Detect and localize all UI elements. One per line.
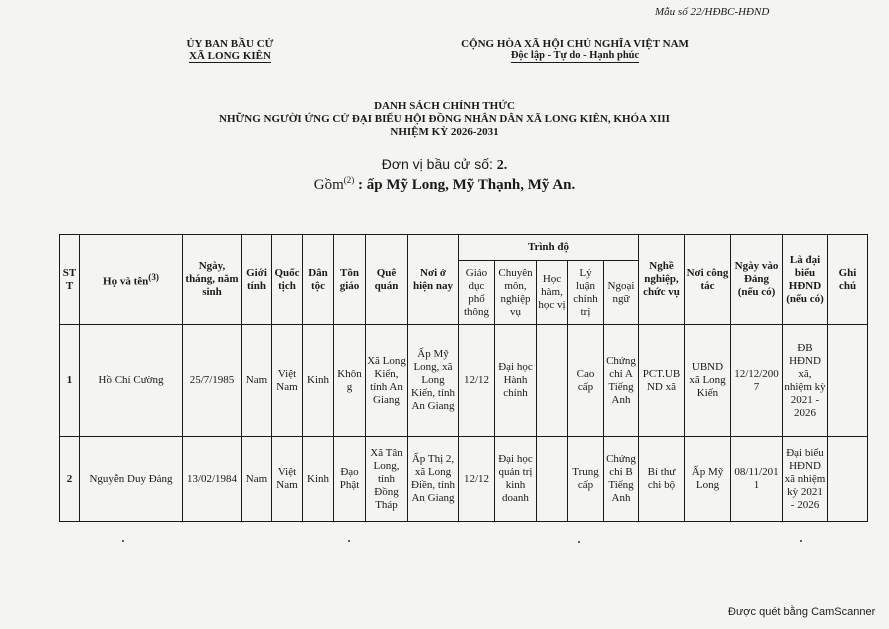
unit-areas-value: ấp Mỹ Long, Mỹ Thạnh, Mỹ An. — [366, 177, 576, 193]
cell-edu-general: 12/12 — [459, 325, 495, 437]
electoral-unit — [0, 156, 889, 174]
header-party-date-note: (nếu có) — [737, 286, 776, 298]
unit-areas-label: Gồm — [313, 177, 344, 193]
header-is-delegate — [783, 235, 828, 325]
cell-hometown: Xã Tân Long, tỉnh Đồng Tháp — [366, 437, 408, 522]
header-religion: Tôn giáo — [334, 235, 366, 325]
cell-edu-language: Chứng chỉ B Tiếng Anh — [604, 437, 639, 522]
header-is-delegate-text: Là đại biểu HĐND — [788, 253, 822, 292]
cell-notes — [828, 325, 868, 437]
header-nationality: Quốc tịch — [272, 235, 303, 325]
cell-edu-political: Cao cấp — [568, 325, 604, 437]
header-ethnicity: Dân tộc — [303, 235, 334, 325]
cell-edu-professional: Đại học Hành chính — [495, 325, 537, 437]
header-education: Trình độ — [459, 235, 639, 261]
scan-dot — [122, 540, 124, 542]
form-number: Mẫu số 22/HĐBC-HĐND — [655, 6, 770, 18]
committee-name: ỦY BAN BẦU CỬ — [186, 38, 274, 50]
cell-is-delegate: Đại biểu HĐND xã nhiệm kỳ 2021 - 2026 — [783, 437, 828, 522]
cell-name: Nguyễn Duy Đảng — [80, 437, 183, 522]
cell-edu-political: Trung cấp — [568, 437, 604, 522]
header-name — [80, 235, 183, 325]
cell-stt: 1 — [60, 325, 80, 437]
candidates-table — [59, 234, 868, 522]
cell-sex: Nam — [242, 325, 272, 437]
cell-party-date: 08/11/2011 — [731, 437, 783, 522]
scan-dot — [578, 541, 580, 543]
header-stt: STT — [60, 235, 80, 325]
header-edu-general: Giáo dục phổ thông — [459, 261, 495, 325]
header-right — [420, 38, 730, 63]
cell-ethnicity: Kinh — [303, 437, 334, 522]
unit-areas-colon: : — [354, 177, 367, 193]
table-row — [60, 437, 868, 522]
header-notes: Ghi chú — [828, 235, 868, 325]
unit-areas-sup: (2) — [343, 175, 355, 185]
cell-religion: Không — [334, 325, 366, 437]
cell-edu-language: Chứng chỉ A Tiếng Anh — [604, 325, 639, 437]
cell-edu-professional: Đại học quản trị kinh doanh — [495, 437, 537, 522]
cell-stt: 2 — [60, 437, 80, 522]
document-title — [0, 100, 889, 139]
scan-artifacts — [0, 538, 889, 546]
cell-notes — [828, 437, 868, 522]
cell-workplace: Ấp Mỹ Long — [685, 437, 731, 522]
electoral-unit-value: 2. — [496, 158, 508, 173]
header-workplace: Nơi công tác — [685, 235, 731, 325]
header-name-sup: (3) — [148, 271, 159, 282]
header-is-delegate-note: (nếu có) — [786, 292, 824, 305]
cell-is-delegate: ĐB HĐND xã, nhiệm kỳ 2021 - 2026 — [783, 325, 828, 437]
title-line-2: NHỮNG NGƯỜI ỨNG CỬ ĐẠI BIỂU HỘI ĐỒNG NHÂN DÂN XÃ LONG KIÊN, KHÓA XIII — [219, 113, 670, 125]
cell-nationality: Việt Nam — [272, 325, 303, 437]
header-party-date-text: Ngày vào Đảng — [734, 260, 779, 285]
cell-job: PCT.UBND xã — [639, 325, 685, 437]
header-sex: Giới tính — [242, 235, 272, 325]
header-left — [160, 38, 300, 63]
cell-edu-general: 12/12 — [459, 437, 495, 522]
header-name-text: Họ và tên — [103, 275, 149, 288]
unit-areas — [0, 175, 889, 194]
header-edu-professional: Chuyên môn, nghiệp vụ — [495, 261, 537, 325]
cell-edu-academic — [537, 437, 568, 522]
cell-job: Bí thư chi bộ — [639, 437, 685, 522]
cell-ethnicity: Kinh — [303, 325, 334, 437]
title-line-1: DANH SÁCH CHÍNH THỨC — [374, 100, 515, 112]
header-dob: Ngày, tháng, năm sinh — [183, 235, 242, 325]
cell-workplace: UBND xã Long Kiến — [685, 325, 731, 437]
cell-sex: Nam — [242, 437, 272, 522]
table-row — [60, 325, 868, 437]
commune-name: XÃ LONG KIÊN — [189, 50, 271, 62]
header-edu-political: Lý luận chính trị — [568, 261, 604, 325]
cell-residence: Ấp Thị 2, xã Long Điền, tỉnh An Giang — [408, 437, 459, 522]
cell-nationality: Việt Nam — [272, 437, 303, 522]
scan-dot — [800, 540, 802, 542]
header-job: Nghề nghiệp, chức vụ — [639, 235, 685, 325]
cell-dob: 13/02/1984 — [183, 437, 242, 522]
cell-dob: 25/7/1985 — [183, 325, 242, 437]
scan-dot — [348, 540, 350, 542]
header-party-date — [731, 235, 783, 325]
cell-name: Hồ Chí Cường — [80, 325, 183, 437]
country-name: CỘNG HÒA XÃ HỘI CHỦ NGHĨA VIỆT NAM — [461, 38, 689, 50]
scanner-watermark: Được quét bằng CamScanner — [728, 606, 876, 618]
country-motto: Độc lập - Tự do - Hạnh phúc — [510, 50, 640, 61]
header-hometown: Quê quán — [366, 235, 408, 325]
cell-party-date: 12/12/2007 — [731, 325, 783, 437]
electoral-unit-label: Đơn vị bầu cử số: — [381, 156, 497, 172]
header-residence: Nơi ở hiện nay — [408, 235, 459, 325]
cell-residence: Ấp Mỹ Long, xã Long Kiến, tỉnh An Giang — [408, 325, 459, 437]
cell-edu-academic — [537, 325, 568, 437]
cell-religion: Đạo Phật — [334, 437, 366, 522]
header-edu-academic: Học hàm, học vị — [537, 261, 568, 325]
cell-hometown: Xã Long Kiến, tỉnh An Giang — [366, 325, 408, 437]
title-line-3: NHIỆM KỲ 2026-2031 — [390, 126, 499, 138]
header-edu-language: Ngoại ngữ — [604, 261, 639, 325]
